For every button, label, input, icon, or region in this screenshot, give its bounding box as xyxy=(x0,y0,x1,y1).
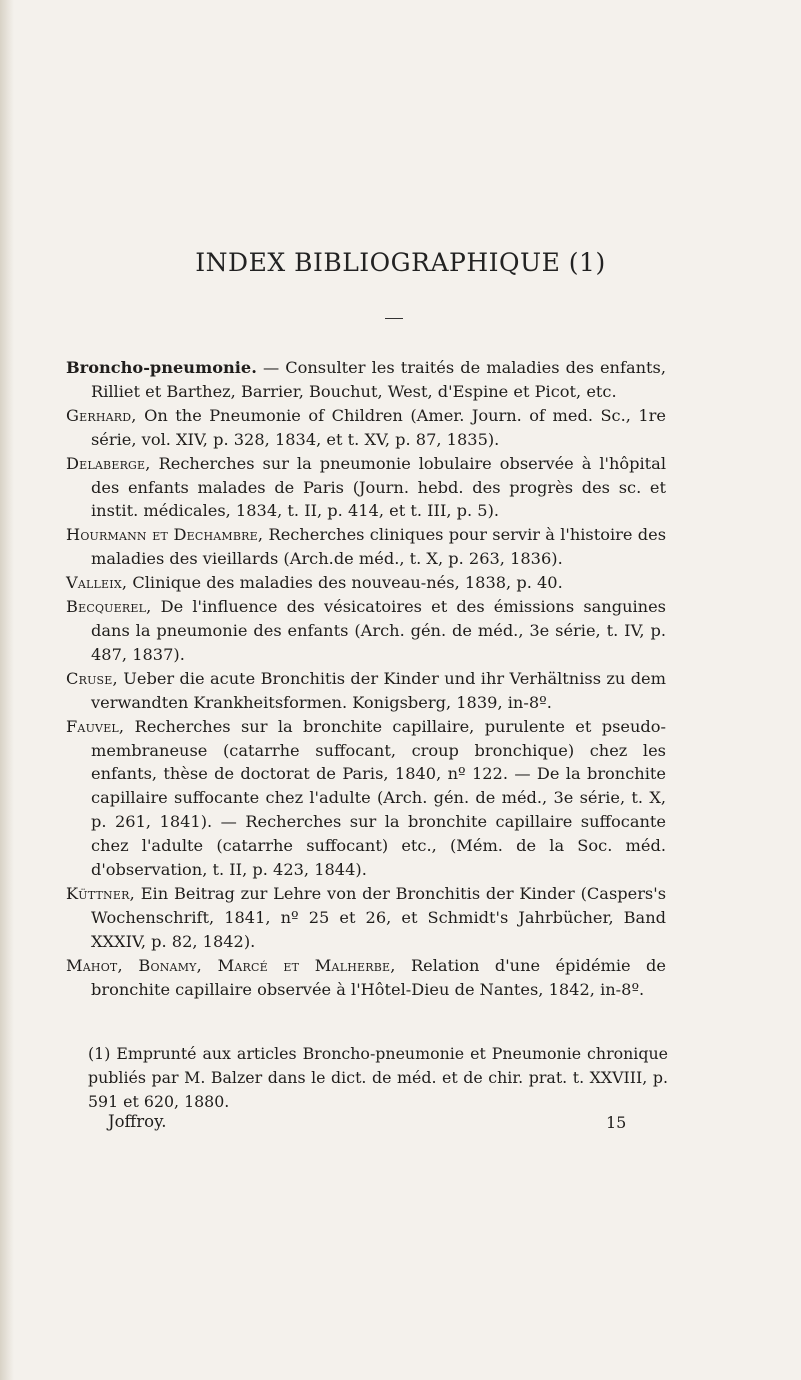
entry-text: Recherches sur la bronchite capillaire, purulente et pseudo-membraneuse (catarrhe suffocant, croup bronchique) chez les enfants, thèse de doctorat de Paris, 1840, nº 122. — De la bronchite capillaire suffocante chez l'adulte (Arch. gén. de méd., 3e série, t. X, p. 261, 1841). — Recherches sur la bronchite capillaire suffocante chez l'adulte (catarrhe suffocant) etc., (Mém. de la Soc. méd. d'observation, t. II, p. 423, 1844). xyxy=(91,716,666,880)
entry-text: — Consulter les traités de maladies des enfants, Rilliet et Barthez, Barrier, Bouchut, West, d'Espine et Picot, etc. xyxy=(91,358,666,401)
bibliography-entry xyxy=(66,954,666,1002)
bibliography-entry xyxy=(66,356,666,404)
bibliography-entry xyxy=(66,595,666,667)
page-title: INDEX BIBLIOGRAPHIQUE (1) xyxy=(195,248,606,277)
entry-author: Fauvel, xyxy=(66,716,125,736)
entry-author: Valleix, xyxy=(66,573,128,593)
entry-author: Gerhard, xyxy=(66,405,137,425)
bibliography-entry xyxy=(66,882,666,954)
entry-author: Cruse, xyxy=(66,668,118,688)
signature-mark: Joffroy. xyxy=(108,1112,167,1131)
entry-author: Delaberge, xyxy=(66,453,151,473)
footnote: (1) Emprunté aux articles Broncho-pneumonie et Pneumonie chronique publiés par M. Balzer dans le dict. de méd. et de chir. prat. t. XXVIII, p. 591 et 620, 1880. xyxy=(88,1044,668,1111)
entry-text: On the Pneumonie of Children (Amer. Journ. of med. Sc., 1re série, vol. XIV, p. 328, 1834, et t. XV, p. 87, 1835). xyxy=(91,405,666,449)
page-left-edge-shadow xyxy=(0,0,14,1380)
bibliography-list xyxy=(66,356,666,1001)
entry-text: Relation d'une épidémie de bronchite capillaire observée à l'Hôtel-Dieu de Nantes, 1842, in-8º. xyxy=(91,955,666,999)
entry-text: Recherches cliniques pour servir à l'histoire des maladies des vieillards (Arch.de méd., t. X, p. 263, 1836). xyxy=(91,525,667,569)
entry-author: Mahot, Bonamy, Marcé et Malherbe, xyxy=(66,955,396,975)
entry-text: Ein Beitrag zur Lehre von der Bronchitis der Kinder (Caspers's Wochenschrift, 1841, nº 25 et 26, et Schmidt's Jahrbücher, Band XXXIV, p. 82, 1842). xyxy=(91,883,666,951)
page-number: 15 xyxy=(606,1113,627,1132)
bibliography-entry xyxy=(66,404,666,452)
bibliography-entry xyxy=(66,667,666,715)
bibliography-entry xyxy=(66,715,666,882)
bibliography-entry xyxy=(66,523,666,571)
bibliography-entry xyxy=(66,571,666,595)
entry-author: Küttner, xyxy=(66,883,135,903)
title-rule xyxy=(385,318,403,319)
entry-text: Clinique des maladies des nouveau-nés, 1838, p. 40. xyxy=(127,573,563,593)
entry-author: Hourmann et Dechambre, xyxy=(66,525,264,545)
entry-text: Ueber die acute Bronchitis der Kinder und ihr Verhältniss zu dem verwandten Krankheitsformen. Konigsberg, 1839, in-8º. xyxy=(91,668,666,712)
entry-author: Becquerel, xyxy=(66,597,152,617)
entry-text: Recherches sur la pneumonie lobulaire observée à l'hôpital des enfants malades de Paris (Journ. hebd. des progrès des sc. et instit. médicales, 1834, t. II, p. 414, et t. III, p. 5). xyxy=(91,453,666,521)
bibliography-entry xyxy=(66,452,666,524)
entry-text: De l'influence des vésicatoires et des émissions sanguines dans la pneumonie des enfants (Arch. gén. de méd., 3e série, t. IV, p. 487, 1837). xyxy=(91,597,666,664)
entry-heading: Broncho-pneumonie. xyxy=(66,358,257,377)
